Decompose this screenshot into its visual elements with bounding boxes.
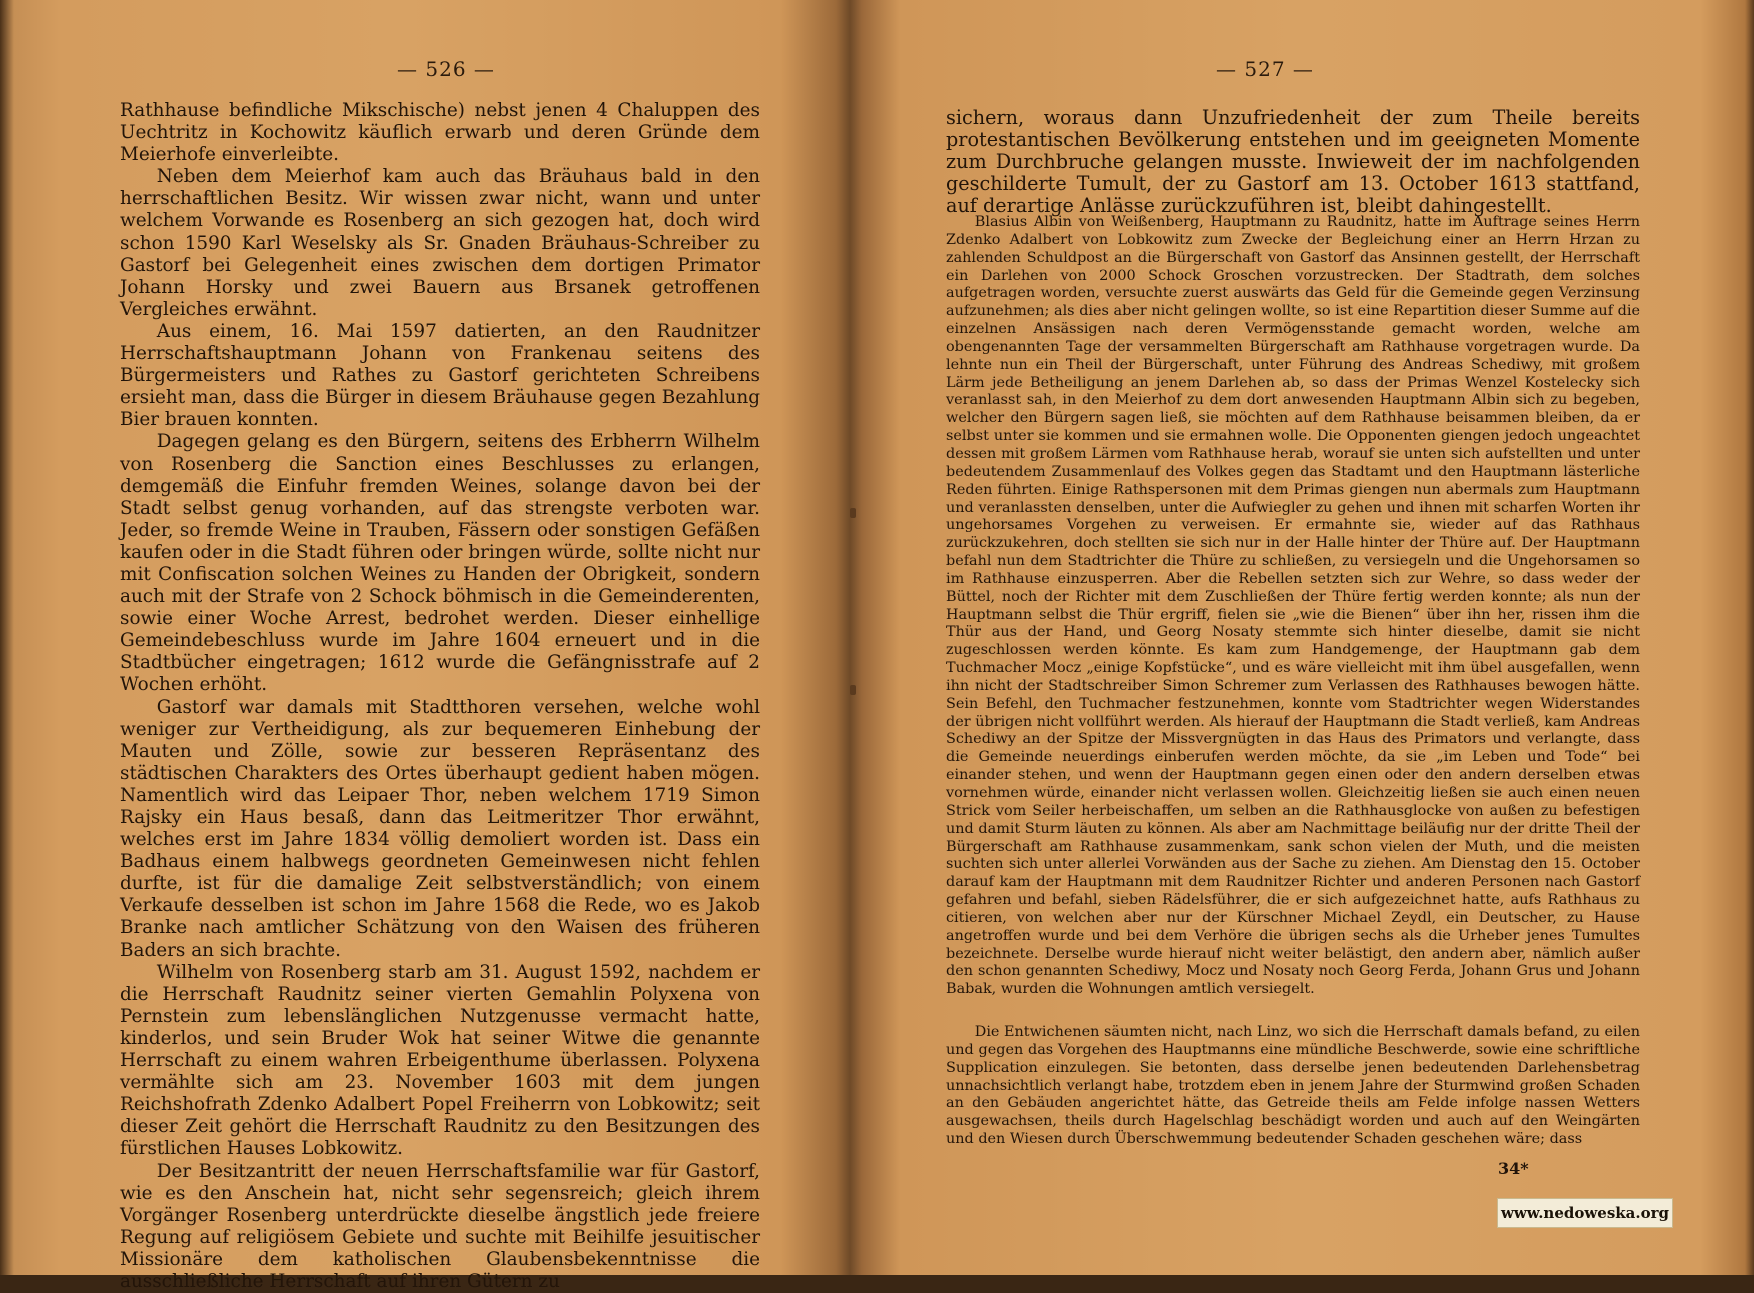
left-page-text — [120, 100, 760, 1293]
right-page — [856, 0, 1754, 1275]
paragraph: Rathhause befindliche Mikschische) nebst jenen 4 Chaluppen des Uechtritz in Kochowitz käuflich erwarb und deren Gründe dem Meierhofe einverleibte. — [120, 100, 760, 166]
paragraph: Dagegen gelang es den Bürgern, seitens des Erbherrn Wilhelm von Rosenberg die Sanction eines Beschlusses zu erlangen, demgemäß die Einfuhr fremden Weines, solange davon bei der Stadt selbst genug vorhanden, auf das strengste verboten war. Jeder, so fremde Weine in Trauben, Fässern oder sonstigen Gefäßen kaufen oder in die Stadt führen oder bringen würde, sollte nicht nur mit Confiscation solchen Weines zu Handen der Obrigkeit, sondern auch mit der Strafe von 2 Schock böhmisch in die Gemeinderenten, sowie einer Woche Arrest, bedrohet werden. Dieser einhellige Gemeindebeschluss wurde im Jahre 1604 erneuert und in die Stadtbücher eingetragen; 1612 wurde die Gefängnisstrafe auf 2 Wochen erhöht. — [120, 431, 760, 696]
paragraph: Aus einem, 16. Mai 1597 datierten, an den Raudnitzer Herrschaftshauptmann Johann von Frankenau seitens des Bürgermeisters und Rathes zu Gastorf gerichteten Schreibens ersieht man, dass die Bürger in diesem Bräuhause gegen Bezahlung Bier brauen konnten. — [120, 321, 760, 431]
paragraph: Die Entwichenen säumten nicht, nach Linz, wo sich die Herrschaft damals befand, zu eilen und gegen das Vorgehen des Hauptmanns eine mündliche Beschwerde, sowie eine schriftliche Supplication einzulegen. Sie betonten, dass derselbe jenen bedeutenden Darlehensbetrag unnachsichtlich verlangt habe, trotzdem eben in jenem Jahre der Sturmwind großen Schaden an den Gebäuden angerichtet hätte, das Getreide theils am Felde infolge nassen Wetters ausgewachsen, theils durch Hagelschlag beschädigt worden und auch auf den Weingärten und den Wiesen durch Überschwemmung bedeutender Schaden geschehen wäre; dass — [946, 1024, 1640, 1149]
page-number-left: — 526 — — [20, 57, 872, 81]
paragraph: Der Besitzantritt der neuen Herrschaftsfamilie war für Gastorf, wie es den Anschein hat, nicht sehr segensreich; gleich ihrem Vorgänger Rosenberg unterdrückte dieselbe ängstlich jede freiere Regung auf religiösem Gebiete und suchte mit Beihilfe jesuitischer Missionäre dem katholischen Glaubensbekenntnisse die ausschließliche Herrschaft auf ihren Gütern zu — [120, 1161, 760, 1293]
paragraph: Blasius Albin von Weißenberg, Hauptmann zu Raudnitz, hatte im Auftrage seines Herrn Zdenko Adalbert von Lobkowitz zum Zwecke der Begleichung einer an Herrn Hrzan zu zahlenden Schuldpost an die Bürgerschaft von Gastorf das Ansinnen gestellt, der Herrschaft ein Darlehen von 2000 Schock Groschen vorzustrecken. Der Stadtrath, dem solches aufgetragen worden, versuchte zuerst auswärts das Geld für die Gemeinde gegen Verzinsung aufzunehmen; als dies aber nicht gelingen wollte, so ist eine Repartition dieser Summe auf die einzelnen Ansässigen nach deren Vermögensstande gemacht worden, welche am obengenannten Tage der versammelten Bürgerschaft am Rathhause vorgetragen wurde. Da lehnte nun ein Theil der Bürgerschaft, unter Führung des Andreas Schediwy, mit großem Lärm jede Betheiligung an jenem Darlehen ab, so dass der Primas Wenzel Kostelecky sich veranlasst sah, in den Meierhof zu dem dort anwesenden Hauptmann Albin sich zu begeben, welcher den Bürgern sagen ließ, sie möchten auf dem Rathhause beisammen bleiben, da er selbst unter sie kommen und sie ermahnen wolle. Die Opponenten giengen jedoch ungeachtet dessen mit großem Lärmen vom Rathhause herab, worauf sie unten sich aufstellten und unter bedeutendem Zusammenlauf des Volkes gegen das Stadtamt und den Hauptmann lästerliche Reden führten. Einige Rathspersonen mit dem Primas giengen nun abermals zum Hauptmann und veranlassten denselben, unter die Aufwiegler zu gehen und ihnen mit scharfen Worten ihr ungehorsames Vorgehen zu verweisen. Er ermahnte sie, wieder auf das Rathhaus zurückzukehren, doch stellten sie sich nur in der Halle hinter der Thüre auf. Der Hauptmann befahl nun dem Stadtrichter die Thüre zu schließen, zu versiegeln und die Ungehorsamen so im Rathhause einzusperren. Aber die Rebellen setzten sich zur Wehre, so dass weder der Büttel, noch der Richter mit dem Zuschließen der Thüre fertig werden konnte; als nun der Hauptmann selbst die Thür ergriff, fielen sie „wie die Bienen“ über ihn her, rissen ihm die Thür aus der Hand, und Georg Nosaty stemmte sich hinter dieselbe, damit sie nicht zugeschlossen werden könnte. Es kam zum Handgemenge, der Hauptmann gab dem Tuchmacher Mocz „einige Kopfstücke“, und es wäre vielleicht mit ihm übel ausgefallen, wenn ihn nicht der Stadtschreiber Simon Schremer zum Verlassen des Rathhauses bewogen hätte. Sein Befehl, den Tuchmacher festzunehmen, konnte vom Stadtrichter wegen Widerstandes der übrigen nicht vollführt werden. Als hierauf der Hauptmann die Stadt verließ, kam Andreas Schediwy an der Spitze der Missvergnügten in das Haus des Primators und verlangte, dass die Gemeinde neuerdings einberufen werden möchte, da sie „im Leben und Tode“ bei einander stehen, und wenn der Hauptmann gegen einen oder den andern derselben etwas vornehmen würde, einander nicht verlassen wollen. Gleichzeitig ließen sie auch einen neuen Strick vom Seiler herbeischaffen, um selben an die Rathhausglocke von außen zu befestigen und damit Sturm läuten zu können. Als aber am Nachmittage beiläufig nur der dritte Theil der Bürgerschaft am Rathhause zusammenkam, sank schon vielen der Muth, und die meisten suchten sich unter allerlei Vorwänden aus der Sache zu ziehen. Am Dienstag den 15. October darauf kam der Hauptmann mit dem Raudnitzer Richter und anderen Personen nach Gastorf gefahren und befahl, sieben Rädelsführer, die er sich aufgezeichnet hatte, aufs Rathhaus zu citieren, von welchen aber nur der Kürschner Michael Zeydl, ein Deutscher, zu Hause angetroffen wurde und bei dem Verhöre die übrigen sechs als die Urheber jenes Tumultes bezeichnete. Derselbe wurde hierauf nicht weiter belästigt, den andern aber, nämlich außer den schon genannten Schediwy, Mocz und Nosaty noch Georg Ferda, Johann Grus und Johann Babak, wurden die Wohnungen amtlich versiegelt. — [946, 214, 1640, 999]
right-page-small-text-2 — [946, 1024, 1640, 1149]
page-number-right: — 527 — — [816, 57, 1714, 81]
paragraph: sichern, woraus dann Unzufriedenheit der zum Theile bereits protestantischen Bevölkerung entstehen und im geeigneten Momente zum Durchbruche gelangen musste. Inwieweit der im nachfolgenden geschilderte Tumult, der zu Gastorf am 13. October 1613 stattfand, auf derartige Anlässe zurückzuführen ist, bleibt dahingestellt. — [946, 107, 1640, 217]
watermark-link[interactable]: www.nedoweska.org — [1497, 1198, 1673, 1228]
left-page — [0, 0, 852, 1275]
paragraph: Wilhelm von Rosenberg starb am 31. August 1592, nachdem er die Herrschaft Raudnitz seiner vierten Gemahlin Polyxena von Pernstein zum lebenslänglichen Nutzgenusse vermacht hatte, kinderlos, und sein Bruder Wok hat seiner Witwe die genannte Herrschaft zu einem wahren Erbeigenthume überlassen. Polyxena vermählte sich am 23. November 1603 mit dem jungen Reichshofrath Zdenko Adalbert Popel Freiherrn von Lobkowitz; seit dieser Zeit gehört die Herrschaft Raudnitz zu den Besitzungen des fürstlichen Hauses Lobkowitz. — [120, 962, 760, 1161]
paragraph: Neben dem Meierhof kam auch das Bräuhaus bald in den herrschaftlichen Besitz. Wir wissen zwar nicht, wann und unter welchem Vorwande es Rosenberg an sich gezogen hat, doch wird schon 1590 Karl Weselsky als Sr. Gnaden Bräuhaus-Schreiber zu Gastorf bei Gelegenheit eines zwischen dem dortigen Primator Johann Horsky und zwei Bauern aus Brsanek getroffenen Vergleiches erwähnt. — [120, 166, 760, 321]
paragraph: Gastorf war damals mit Stadtthoren versehen, welche wohl weniger zur Vertheidigung, als zur bequemeren Einhebung der Mauten und Zölle, sowie zur besseren Repräsentanz des städtischen Charakters des Ortes überhaupt gedient haben mögen. Namentlich wird das Leipaer Thor, neben welchem 1719 Simon Rajsky ein Haus besaß, dann das Leitmeritzer Thor erwähnt, welches erst im Jahre 1834 völlig demoliert worden ist. Dass ein Badhaus einem halbwegs geordneten Gemeinwesen nicht fehlen durfte, ist für die damalige Zeit selbstverständlich; von einem Verkaufe desselben ist schon im Jahre 1568 die Rede, wo es Jakob Branke nach amtlicher Schätzung von den Waisen des früheren Baders an sich brachte. — [120, 697, 760, 962]
right-page-main-text — [946, 107, 1640, 217]
right-page-small-text — [946, 214, 1640, 999]
signature-mark: 34* — [1498, 1159, 1529, 1178]
